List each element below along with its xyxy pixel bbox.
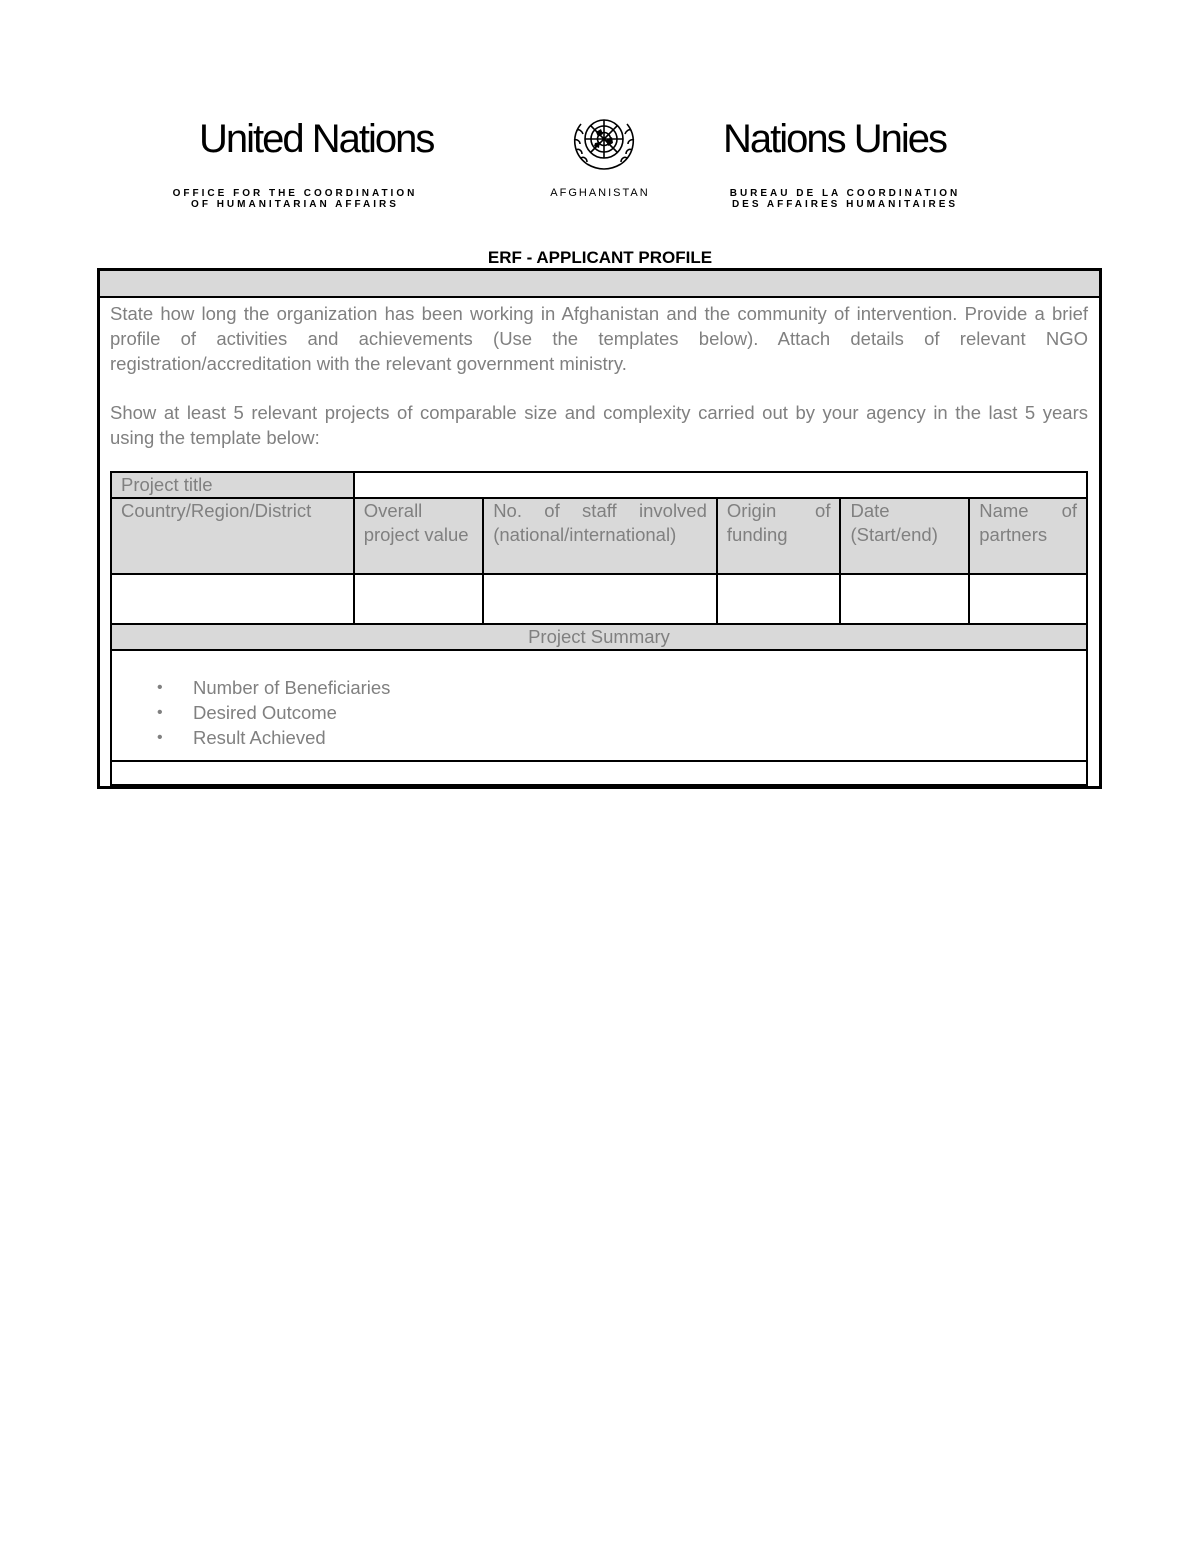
header-left-subtitle: [150, 188, 440, 210]
header-right-title: Nations Unies: [723, 117, 947, 161]
header-right-subtitle: [700, 188, 990, 210]
column-header-project-value: Overall project value: [354, 498, 484, 574]
project-value-cell[interactable]: [354, 574, 484, 624]
column-header-staff: No. of staff involved (national/international): [483, 498, 717, 574]
summary-item: • Desired Outcome: [193, 700, 1077, 725]
applicant-profile-frame: [97, 268, 1102, 789]
header-center-subtitle: AFGHANISTAN: [550, 187, 650, 199]
staff-cell[interactable]: [483, 574, 717, 624]
date-cell[interactable]: [840, 574, 969, 624]
un-emblem-icon: [567, 110, 641, 174]
column-header-row: [111, 498, 1087, 574]
column-header-funding: Origin of funding: [717, 498, 841, 574]
funding-cell[interactable]: [717, 574, 841, 624]
left-subtitle-line-1: OFFICE FOR THE COORDINATION: [172, 188, 418, 199]
left-subtitle-line-2: OF HUMANITARIAN AFFAIRS: [191, 199, 399, 210]
right-subtitle-line-2: DES AFFAIRES HUMANITAIRES: [731, 199, 959, 210]
summary-header: Project Summary: [111, 624, 1087, 650]
document-title: ERF - APPLICANT PROFILE: [487, 248, 713, 267]
right-subtitle-line-1: BUREAU DE LA COORDINATION: [729, 188, 961, 199]
column-header-partners: Name of partners: [969, 498, 1087, 574]
header-left-title: United Nations: [199, 117, 434, 161]
partners-cell[interactable]: [969, 574, 1087, 624]
column-header-country: Country/Region/District: [111, 498, 354, 574]
project-title-row: [111, 472, 1087, 498]
frame-header-bar: [100, 271, 1099, 298]
summary-content-row: [111, 650, 1087, 761]
summary-header-row: [111, 624, 1087, 650]
summary-item: • Number of Beneficiaries: [193, 675, 1077, 700]
blank-cell[interactable]: [111, 761, 1087, 785]
country-cell[interactable]: [111, 574, 354, 624]
intro-paragraph-2: Show at least 5 relevant projects of comparable size and complexity carried out by your agency in the last 5 years using the template below:: [110, 402, 1088, 448]
summary-list: [121, 675, 1077, 750]
project-title-field[interactable]: [354, 472, 1087, 498]
intro-paragraph-1: State how long the organization has been working in Afghanistan and the community of intervention. Provide a brief profile of activities and achievements (Use the templates below). Attach details of relevant NGO registration/accreditation with the relevant government ministry.: [110, 303, 1088, 374]
summary-item: • Result Achieved: [193, 725, 1077, 750]
intro-text: [110, 301, 1088, 474]
project-title-label: Project title: [111, 472, 354, 498]
project-data-row: [111, 574, 1087, 624]
summary-content-cell[interactable]: [111, 650, 1087, 761]
project-table: [110, 471, 1088, 786]
column-header-date: Date (Start/end): [840, 498, 969, 574]
blank-row: [111, 761, 1087, 785]
